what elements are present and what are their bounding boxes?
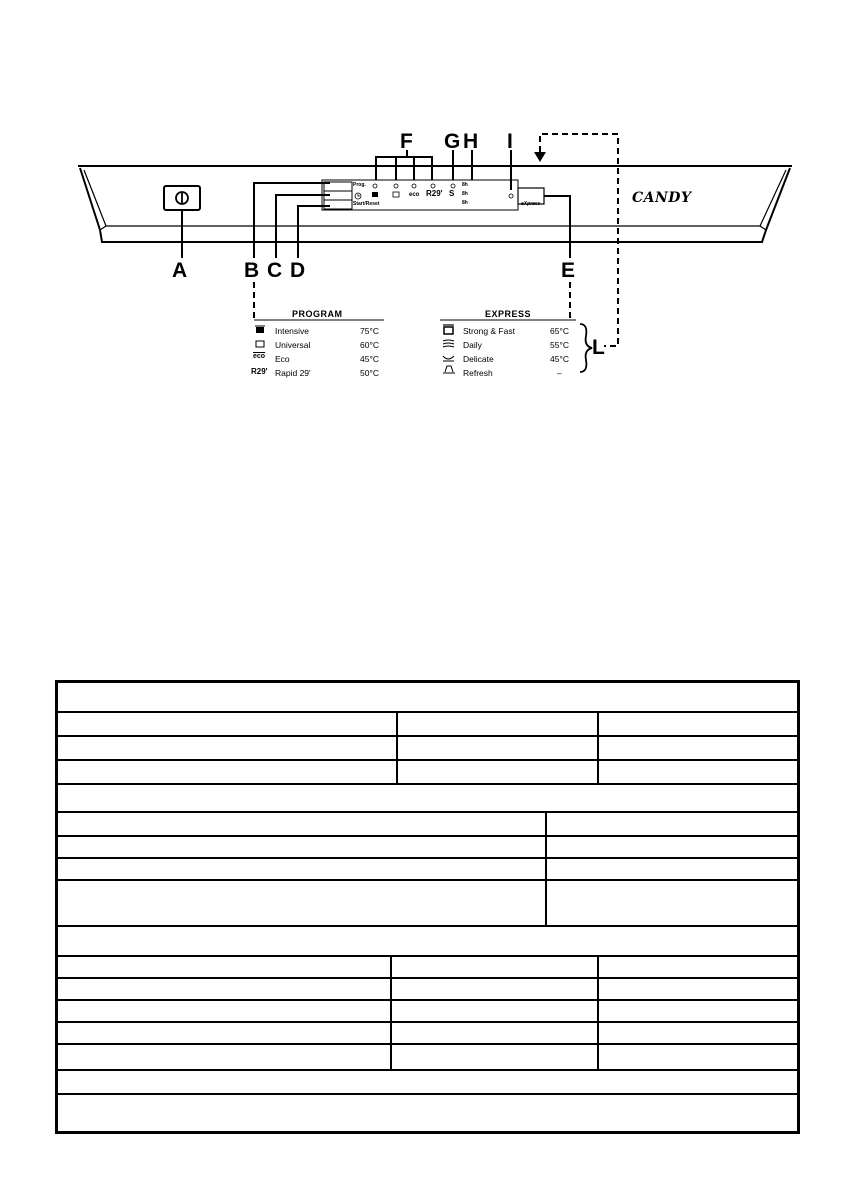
express-name-3: Delicate — [463, 354, 494, 364]
table-row — [58, 785, 797, 813]
express-name-4: Refresh — [463, 368, 493, 378]
express-temp-1: 65°C — [550, 326, 569, 336]
table-row — [58, 683, 797, 713]
express-temp-2: 55°C — [550, 340, 569, 350]
program-temp-2: 60°C — [360, 340, 379, 350]
legend-pot-icon — [255, 326, 265, 333]
express-name-2: Daily — [463, 340, 482, 350]
start-reset-label: Start/Reset — [353, 201, 380, 207]
callout-h: H — [463, 130, 479, 153]
power-icon — [176, 192, 188, 204]
table-row — [58, 737, 797, 761]
spec-table — [55, 680, 800, 1134]
table-row — [58, 1071, 797, 1095]
callout-d: D — [290, 259, 306, 282]
express-temp-4: – — [557, 368, 562, 378]
table-row — [58, 1023, 797, 1045]
table-row — [58, 713, 797, 737]
table-row — [58, 957, 797, 979]
prog-label: Prog. — [353, 182, 366, 188]
program-buttons-outline — [322, 180, 518, 210]
program-leds — [373, 184, 513, 198]
strong-fast-icon — [443, 325, 454, 334]
brand-logo: CANDY — [632, 190, 692, 206]
legend-universal-icon — [256, 341, 264, 347]
callout-c: C — [267, 259, 283, 282]
program-temp-1: 75°C — [360, 326, 379, 336]
callout-g: G — [444, 130, 461, 153]
callout-l: L — [592, 336, 605, 359]
clock-icon — [355, 193, 361, 199]
table-row — [58, 837, 797, 859]
daily-icon — [443, 340, 454, 347]
callout-b: B — [244, 259, 260, 282]
program-name-2: Universal — [275, 340, 311, 350]
express-legend-title: EXPRESS — [485, 309, 532, 319]
legend-eco-icon: $\overline{eco}$ — [253, 353, 266, 360]
program-name-4: Rapid 29' — [275, 368, 311, 378]
delicate-icon — [443, 356, 454, 361]
program-name-3: Eco — [275, 354, 290, 364]
control-panel-diagram — [0, 0, 851, 420]
callout-e: E — [561, 259, 576, 282]
table-row — [58, 859, 797, 881]
express-led-2: 8h — [462, 191, 468, 197]
program-temp-3: 45°C — [360, 354, 379, 364]
rapid-icon: R29' — [426, 189, 443, 198]
callout-i: I — [507, 130, 513, 153]
refresh-icon — [443, 366, 455, 373]
pot-icon — [372, 192, 378, 197]
table-row — [58, 927, 797, 957]
eco-icon: eco — [409, 192, 420, 198]
table-row — [58, 1045, 797, 1071]
table-row — [58, 881, 797, 927]
table-row — [58, 813, 797, 837]
table-row — [58, 761, 797, 785]
callout-a: A — [172, 259, 188, 282]
express-button-label: eXpress — [521, 201, 541, 207]
program-name-1: Intensive — [275, 326, 310, 336]
universal-icon — [393, 192, 399, 197]
express-name-1: Strong & Fast — [463, 326, 515, 336]
table-row — [58, 1001, 797, 1023]
salt-icon: S — [449, 189, 455, 198]
legend-rapid-icon: R29' — [251, 367, 268, 376]
express-led-1: 8h — [462, 182, 468, 188]
express-temp-3: 45°C — [550, 354, 569, 364]
program-temp-4: 50°C — [360, 368, 379, 378]
callout-f: F — [400, 130, 413, 153]
arrow-down-icon — [534, 152, 546, 162]
express-led-3: 8h — [462, 200, 468, 206]
program-legend-title: PROGRAM — [292, 309, 343, 319]
table-row — [58, 979, 797, 1001]
